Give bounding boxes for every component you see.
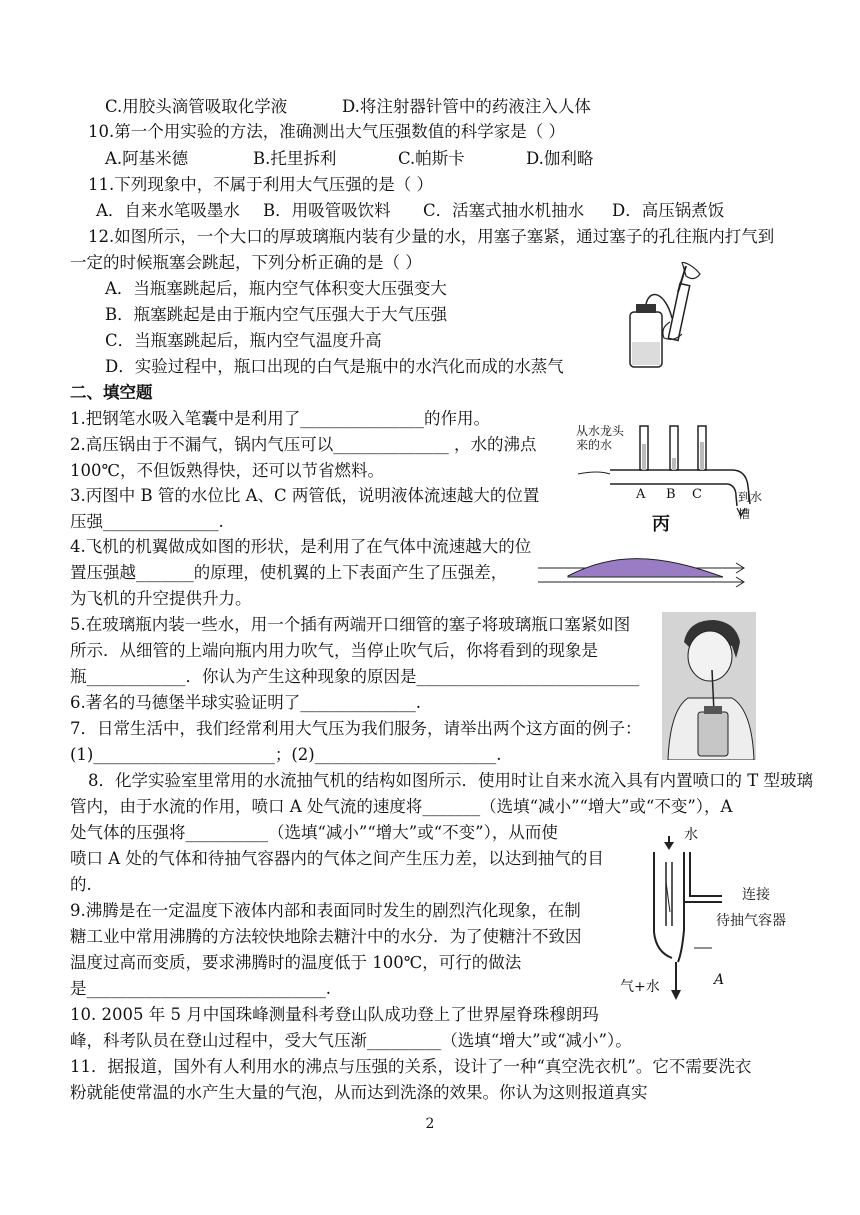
f9-line4: 是_____________________________.	[70, 979, 331, 998]
q10-option-c: C.帕斯卡	[398, 149, 465, 168]
connect-label-line1: 连接	[742, 887, 770, 903]
water-source-label-line1: 从水龙头	[576, 424, 625, 438]
tube-b-label: B	[666, 487, 676, 502]
q11-option-d: D．高压锅煮饭	[612, 201, 725, 220]
f11-line2: 粉就能使常温的水产生大量的气泡，从而达到洗涤的效果。你认为这则报道真实	[70, 1083, 648, 1102]
f9-line1: 9.沸腾是在一定温度下液体内部和表面同时发生的剧烈汽化现象，在制	[70, 901, 581, 920]
q12-option-c: C．当瓶塞跳起后，瓶内空气温度升高	[105, 331, 382, 350]
f8-line1: 8．化学实验室里常用的水流抽气机的结构如图所示．使用时让自来水流入具有内置喷口的 T 型玻璃	[88, 771, 813, 790]
water-in-label: 水	[684, 827, 698, 843]
q10-stem: 10.第一个用实验的方法，准确测出大气压强数值的科学家是（ ）	[88, 122, 565, 141]
f3-line1: 3.丙图中 B 管的水位比 A、C 两管低，说明液体流速越大的位置	[70, 486, 540, 505]
f9-line3: 温度过高而变质，要求沸腾时的温度低于 100℃，可行的做法	[70, 953, 522, 972]
q11-option-a: A．自来水笔吸墨水	[96, 201, 240, 220]
f4-line1: 4.飞机的机翼做成如图的形状，是利用了在气体中流速越大的位	[70, 537, 532, 556]
f6-text: 6.著名的马德堡半球实验证明了______________.	[70, 693, 421, 712]
q10-option-d: D.伽利略	[526, 149, 594, 168]
f8-line4: 喷口 A 处的气体和待抽气容器内的气体之间产生压力差，以达到抽气的目	[70, 849, 604, 868]
q11-option-c: C．活塞式抽水机抽水	[423, 201, 585, 220]
figure-caption: 丙	[652, 514, 670, 535]
tube-c-label: C	[692, 487, 702, 502]
f8-line3: 处气体的压强将__________（选填“减小”“增大”或“不变”），从而使	[70, 823, 558, 842]
outlet-label: 气+水	[620, 979, 660, 995]
q11-option-b: B．用吸管吸饮料	[263, 201, 391, 220]
f3-line2: 压强______________.	[70, 512, 224, 531]
option-c-prev: C.用胶头滴管吸取化学液	[105, 97, 288, 116]
outlet-label: 到水槽	[738, 490, 763, 521]
f4-line2: 置压强越_______的原理，使机翼的上下表面产生了压强差，	[70, 563, 508, 582]
nozzle-a-label: A	[714, 972, 725, 988]
f7-line2: (1)______________________；(2)______________________.	[70, 745, 502, 764]
f5-line2: 所示．从细管的上端向瓶内用力吹气，当停止吹气后，你将看到的现象是	[70, 641, 598, 660]
f5-line3: 瓶____________．你认为产生这种现象的原因是___________________________	[70, 667, 640, 686]
f8-line2: 管内，由于水流的作用，喷口 A 处气流的速度将_______（选填“减小”“增大”或“不变”），A	[70, 797, 733, 816]
f10-line1: 10. 2005 年 5 月中国珠峰测量科考登山队成功登上了世界屋脊珠穆朗玛	[70, 1005, 599, 1024]
q10-option-a: A.阿基米德	[105, 149, 189, 168]
f5-line1: 5.在玻璃瓶内装一些水，用一个插有两端开口细管的塞子将玻璃瓶口塞紧如图	[70, 615, 631, 634]
q11-stem: 11.下列现象中，不属于利用大气压强的是（ ）	[88, 175, 433, 194]
q12-option-d: D．实验过程中，瓶口出现的白气是瓶中的水汽化而成的水蒸气	[105, 357, 564, 376]
connect-label-line2: 待抽气容器	[716, 913, 786, 929]
option-d-prev: D.将注射器针管中的药液注入人体	[342, 97, 591, 116]
flow-tube-figure	[572, 424, 772, 534]
bottle-pump-figure	[620, 262, 720, 374]
f8-line5: 的.	[70, 875, 92, 894]
q12-option-b: B．瓶塞跳起是由于瓶内空气压强大于大气压强	[105, 305, 448, 324]
q12-option-a: A．当瓶塞跳起后，瓶内空气体积变大压强变大	[105, 279, 447, 298]
f2-line1: 2.高压锅由于不漏气，锅内气压可以______________ ，水的沸点	[70, 435, 537, 454]
f7-line1: 7．日常生活中，我们经常利用大气压为我们服务，请举出两个这方面的例子：	[70, 719, 642, 738]
f1-text: 1.把钢笔水吸入笔囊中是利用了_______________的作用。	[70, 409, 490, 428]
tube-a-label: A	[636, 487, 646, 502]
water-source-label-line2: 来的水	[576, 438, 613, 452]
f11-line1: 11．据报道，国外有人利用水的沸点与压强的关系，设计了一种“真空洗衣机”。它不需要洗衣	[70, 1057, 752, 1076]
f2-line2: 100℃，不但饭熟得快，还可以节省燃料。	[70, 461, 384, 480]
boy-blowing-figure	[662, 612, 756, 760]
wing-figure	[538, 546, 750, 596]
q10-option-b: B.托里拆利	[253, 149, 337, 168]
page-number: 2	[425, 1116, 435, 1132]
f10-line2: 峰，科考队员在登山过程中，受大气压渐_________（选填“增大”或“减小”）。	[70, 1031, 632, 1050]
f9-line2: 糖工业中常用沸腾的方法较快地除去糖汁中的水分．为了使糖汁不致因	[70, 927, 582, 946]
q12-stem-line1: 12.如图所示，一个大口的厚玻璃瓶内装有少量的水，用塞子塞紧，通过塞子的孔往瓶内打气到	[88, 227, 775, 246]
q12-stem-line2: 一定的时候瓶塞会跳起，下列分析正确的是（ ）	[70, 253, 422, 272]
section2-title: 二、填空题	[70, 383, 153, 402]
f4-line3: 为飞机的升空提供升力。	[70, 589, 252, 608]
water-pump-figure	[612, 822, 802, 1012]
